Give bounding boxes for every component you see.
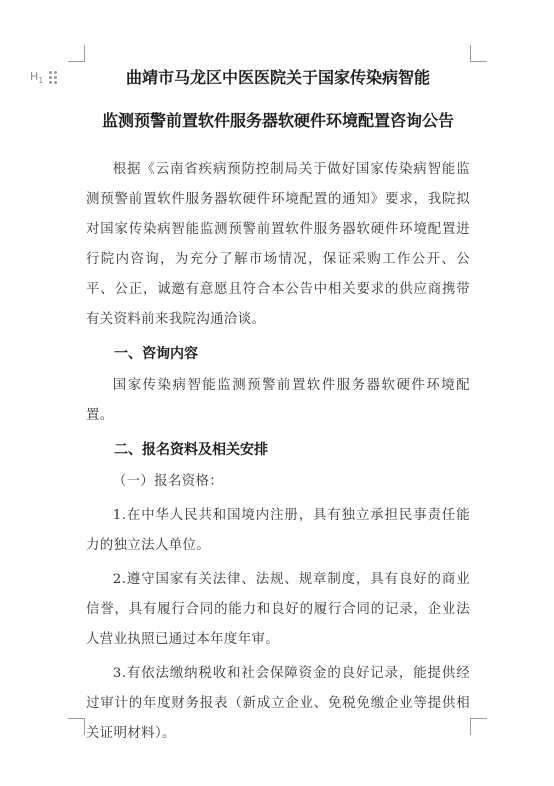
crop-mark-top-right xyxy=(470,45,487,62)
document-body[interactable] xyxy=(86,62,470,749)
crop-mark-bottom-left xyxy=(68,718,85,735)
qualification-item-3[interactable]: 3.有依法缴纳税收和社会保障资金的良好记录，能提供经过审计的年度财务报表（新成立企业、免税免缴企业等提供相关证明材料）。 xyxy=(86,666,470,741)
section-2-heading[interactable]: 二、报名资料及相关安排 xyxy=(114,442,268,458)
heading-level-handle[interactable] xyxy=(30,70,57,85)
crop-mark-bottom-right xyxy=(470,718,487,735)
qualification-item-1[interactable]: 1.在中华人民共和国境内注册，具有独立承担民事责任能力的独立法人单位。 xyxy=(86,508,470,553)
title-line-2: 监测预警前置软件服务器软硬件环境配置咨询公告 xyxy=(101,111,454,130)
section-1-heading[interactable]: 一、咨询内容 xyxy=(114,346,198,362)
heading-level-icon: $H_1$ xyxy=(30,70,44,86)
drag-handle-icon[interactable] xyxy=(49,71,57,84)
section-1-body[interactable]: 国家传染病智能监测预警前置软件服务器软硬件环境配置。 xyxy=(86,378,470,423)
section-2-subheading[interactable]: （一）报名资格： xyxy=(112,474,224,489)
qualification-item-2[interactable]: 2.遵守国家有关法律、法规、规章制度，具有良好的商业信誉，具有履行合同的能力和良好的履行合同的记录，企业法人营业执照已通过本年度年审。 xyxy=(86,572,470,647)
title-line-1: 曲靖市马龙区中医医院关于国家传染病智能 xyxy=(125,68,430,87)
intro-paragraph[interactable]: 根据《云南省疾病预防控制局关于做好国家传染病智能监测预警前置软件服务器软硬件环境配置的通知》要求，我院拟对国家传染病智能监测预警前置软件服务器软硬件环境配置进行院内咨询，为充分了解市场情况，保证采购工作公开、公平、公正，诚邀有意愿且符合本公告中相关要求的供应商携带有关资料前来我院沟通洽谈。 xyxy=(86,162,470,327)
crop-mark-top-left xyxy=(68,45,85,62)
document-title[interactable] xyxy=(86,62,470,137)
